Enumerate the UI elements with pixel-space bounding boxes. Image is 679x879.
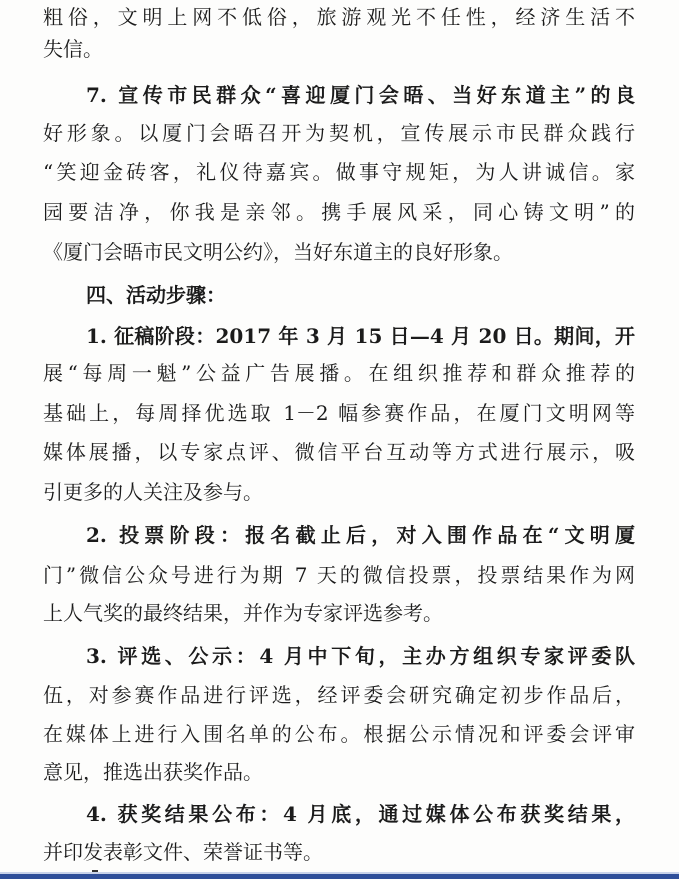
step-2-line-1 — [0, 515, 679, 555]
step-1-line-3 — [0, 393, 679, 433]
text-line: 引更多的人关注及参与。 — [43, 480, 263, 504]
text-line: 门”微信公众号进行为期 7 天的微信投票，投票结果作为网 — [43, 563, 635, 587]
text-line: 上人气奖的最终结果，并作为专家评选参考。 — [43, 601, 443, 625]
text-line: 2. 投票阶段：报名截止后，对入围作品在“文明厦 — [86, 523, 635, 547]
text-line: 失信。 — [43, 37, 103, 61]
step-2-line-3 — [0, 593, 679, 633]
text-line: 1. 征稿阶段：2017 年 3 月 15 日—4 月 20 日。期间，开 — [86, 324, 635, 348]
step-3-line-4 — [0, 752, 679, 792]
step-3-line-2 — [0, 675, 679, 715]
step-3-line-1 — [0, 636, 679, 676]
text-line: 《厦门会晤市民文明公约》，当好东道主的良好形象。 — [43, 240, 513, 264]
paragraph-6-line-3 — [0, 29, 679, 69]
step-1-line-5 — [0, 472, 679, 512]
text-line: 媒体展播，以专家点评、微信平台互动等方式进行展示，吸 — [43, 440, 635, 464]
step-1-line-1 — [0, 316, 679, 356]
step-2-line-2 — [0, 555, 679, 595]
step-1-line-2 — [0, 353, 679, 393]
text-line: 园要洁净，你我是亲邻。携手展风采，同心铸文明”的 — [43, 200, 635, 224]
section-heading-activity-steps — [0, 275, 679, 315]
paragraph-7-line-1 — [0, 75, 679, 115]
paragraph-7-line-5 — [0, 232, 679, 272]
text-line: 粗俗，文明上网不低俗，旅游观光不任性，经济生活不 — [43, 5, 635, 29]
step-4-line-1 — [0, 794, 679, 834]
window-bottom-edge — [0, 872, 679, 879]
step-1-line-4 — [0, 432, 679, 472]
text-line: 3. 评选、公示：4 月中下旬，主办方组织专家评委队 — [86, 644, 635, 668]
text-line: 展“每周一魁”公益广告展播。在组织推荐和群众推荐的 — [43, 361, 635, 385]
section-heading: 四、活动步骤： — [86, 283, 226, 307]
text-line: 好形象。以厦门会晤召开为契机，宣传展示市民群众践行 — [43, 121, 635, 145]
text-line: 并印发表彰文件、荣誉证书等。 — [43, 840, 323, 864]
text-line: 在媒体上进行入围名单的公布。根据公示情况和评委会评审 — [43, 722, 635, 746]
step-3-line-3 — [0, 714, 679, 754]
step-4-line-2 — [0, 832, 679, 872]
text-line: 基础上，每周择优选取 1－2 幅参赛作品，在厦门文明网等 — [43, 401, 635, 425]
text-line: 7. 宣传市民群众“喜迎厦门会晤、当好东道主”的良 — [86, 83, 635, 107]
text-line: 伍，对参赛作品进行评选，经评委会研究确定初步作品后， — [43, 683, 635, 707]
text-line: 4. 获奖结果公布：4 月底，通过媒体公布获奖结果， — [86, 802, 635, 826]
paragraph-7-line-3 — [0, 152, 679, 192]
paragraph-7-line-2 — [0, 113, 679, 153]
paragraph-7-line-4 — [0, 192, 679, 232]
text-line: “笑迎金砖客，礼仪待嘉宾。做事守规矩，为人讲诚信。家 — [43, 160, 635, 184]
text-line: 意见，推选出获奖作品。 — [43, 760, 263, 784]
